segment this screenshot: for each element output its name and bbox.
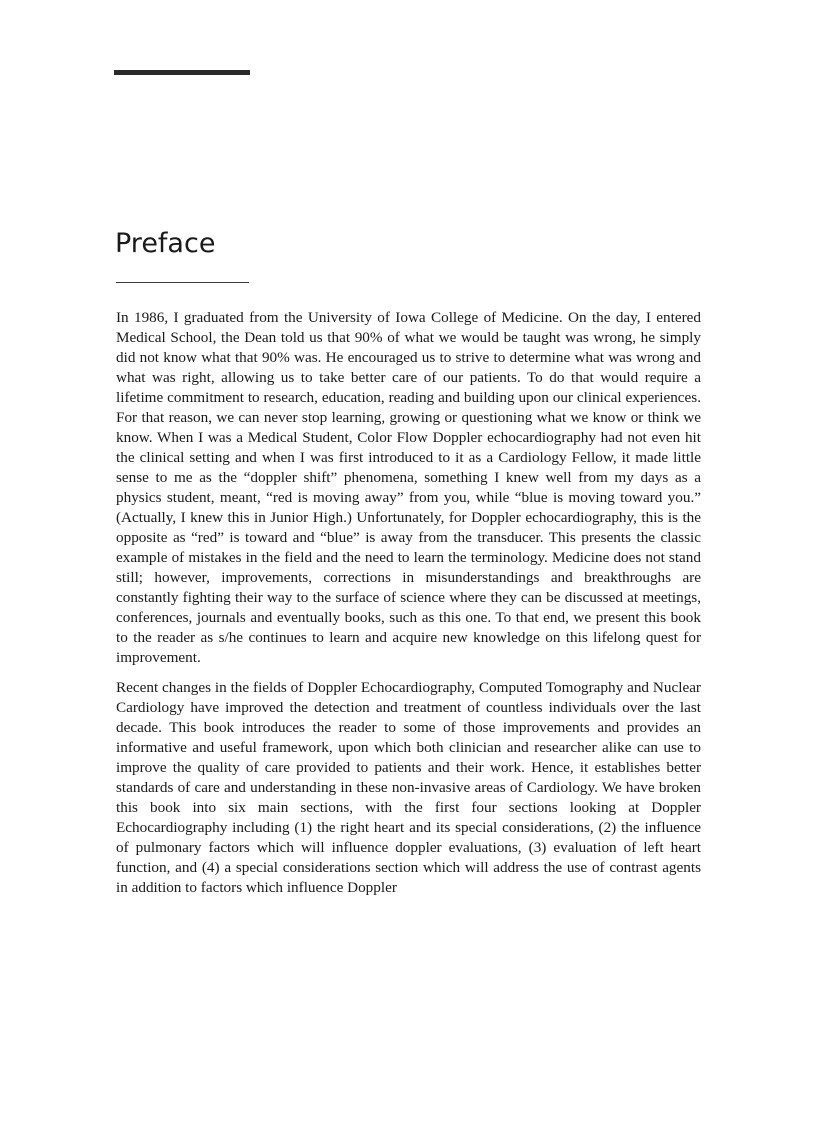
paragraph-2: Recent changes in the fields of Doppler Echocardiography, Computed Tomography and Nuclear Cardiology have improved the detection and treatment of countless individuals over the last decade. This book introduces the reader to some of those improvements and provides an informative and useful framework, upon which both clinician and researcher alike can use to improve the quality of care provided to patients and their work. Hence, it establishes better standards of care and understanding in these non-invasive areas of Cardiology. We have broken this book into six main sections, with the first four sections looking at Doppler Echocardiography including (1) the right heart and its special considerations, (2) the influence of pulmonary factors which will influence doppler evaluations, (3) evaluation of left heart function, and (4) a special considerations section which will address the use of contrast agents in addition to factors which influence Doppler <box>116 679 701 896</box>
page-title: Preface <box>115 228 216 259</box>
body-text <box>116 308 701 908</box>
header-rule <box>114 70 250 75</box>
title-underline-rule <box>116 282 249 283</box>
paragraph-1: In 1986, I graduated from the University of Iowa College of Medicine. On the day, I entered Medical School, the Dean told us that 90% of what we would be taught was wrong, he simply did not know what that 90% was. He encouraged us to strive to determine what was wrong and what was right, allowing us to take better care of our patients. To do that would require a lifetime commitment to research, education, reading and building upon our clinical experiences. For that reason, we can never stop learning, growing or questioning what we know or think we know. When I was a Medical Student, Color Flow Doppler echocardiography had not even hit the clinical setting and when I was first introduced to it as a Cardiology Fellow, it made little sense to me as the “doppler shift” phenomena, something I knew well from my days as a physics student, meant, “red is moving away” from you, while “blue is moving toward you.” (Actually, I knew this in Junior High.) Unfortunately, for Doppler echocardiography, this is the opposite as “red” is toward and “blue” is away from the transducer. This presents the classic example of mistakes in the field and the need to learn the terminology. Medicine does not stand still; however, improvements, corrections in misunderstandings and breakthroughs are constantly fighting their way to the surface of science where they can be discussed at meetings, conferences, journals and eventually books, such as this one. To that end, we present this book to the reader as s/he continues to learn and acquire new knowledge on this lifelong quest for improvement. <box>116 309 701 666</box>
